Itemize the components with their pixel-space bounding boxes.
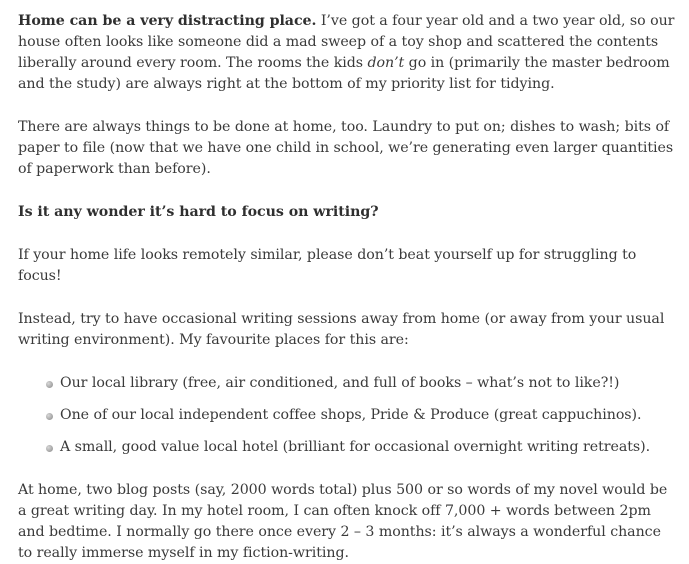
bullet-icon [46,381,53,388]
paragraph-text: I’ve got a four year old and a two year old, so our house often looks like someone did a mad sweep of a toy shop and scattered the contents liberally around every room. The rooms the kids [18,13,675,71]
paragraph-favourite-places-intro: Instead, try to have occasional writing sessions away from home (or away from your usual writing environment). My favourite places for this are: [18,311,665,348]
list-item-text: A small, good value local hotel (brilliant for occasional overnight writing retreats). [60,439,651,455]
list-item-text: Our local library (free, air conditioned, and full of books – what’s not to like?!) [60,375,620,391]
paragraph-lead: Home can be a very distracting place. [18,13,317,29]
favourite-places-list [18,373,679,458]
bullet-icon [46,413,53,420]
paragraph-chores: There are always things to be done at home, too. Laundry to put on; dishes to wash; bits of paper to file (now that we have one child in school, we’re generating even larger quantities of paperwork than before). [18,119,674,177]
section-heading: Is it any wonder it’s hard to focus on writing? [18,204,379,220]
bullet-icon [46,445,53,452]
emphasis-text: don’t [367,55,405,71]
paragraph-hotel-productivity: At home, two blog posts (say, 2000 words total) plus 500 or so words of my novel would be a great writing day. In my hotel room, I can often knock off 7,000 + words between 2pm and bedtime. I normally go there once every 2 – 3 months: it’s always a wonderful chance to really immerse myself in my fiction-writing. [18,482,668,561]
paragraph-reassurance: If your home life looks remotely similar, please don’t beat yourself up for struggling to focus! [18,247,637,284]
list-item-text: One of our local independent coffee shops, Pride & Produce (great cappuchinos). [60,407,642,423]
paragraph-text: go in (primarily the master bedroom and the study) are always right at the bottom of my priority list for tidying. [18,55,670,92]
list-item [44,437,679,458]
paragraph-home-distracting [18,11,679,95]
list-item [44,373,679,394]
list-item [44,405,679,426]
